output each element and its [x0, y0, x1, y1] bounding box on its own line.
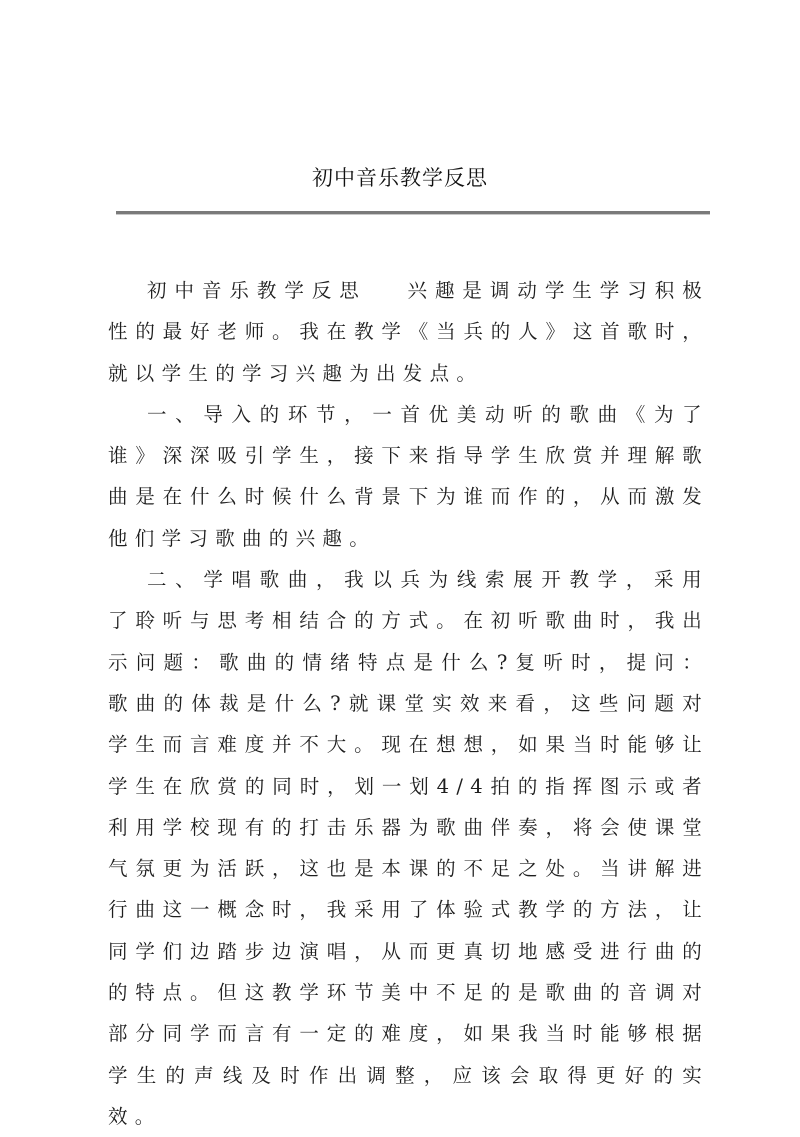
paragraph-intro: [108, 270, 709, 394]
document-title: 初中音乐教学反思: [312, 166, 488, 190]
intro-lead: 初中音乐教学反思: [147, 279, 367, 302]
document-body: [108, 270, 709, 1137]
intro-text: 兴趣是调动学生学习积极性的最好老师。我在教学《当兵的人》这首歌时，就以学生的学习兴趣为出发点。: [108, 279, 709, 385]
paragraph-section-1: 一、导入的环节，一首优美动听的歌曲《为了谁》深深吸引学生，接下来指导学生欣赏并理解歌曲是在什么时候什么背景下为谁而作的，从而激发他们学习歌曲的兴趣。: [108, 402, 709, 550]
paragraph-section-2: 二、学唱歌曲，我以兵为线索展开教学，采用了聆听与思考相结合的方式。在初听歌曲时，我出示问题：歌曲的情绪特点是什么?复听时，提问：歌曲的体裁是什么?就课堂实效来看，这些问题对学生而言难度并不大。现在想想，如果当时能够让学生在欣赏的同时，划一划4/4拍的指挥图示或者利用学校现有的打击乐器为歌曲伴奏，将会使课堂气氛更为活跃，这也是本课的不足之处。当讲解进行曲这一概念时，我采用了体验式教学的方法，让同学们边踏步边演唱，从而更真切地感受进行曲的的特点。但这教学环节美中不足的是歌曲的音调对部分同学而言有一定的难度，如果我当时能够根据学生的声线及时作出调整，应该会取得更好的实效。: [108, 568, 709, 1128]
title-divider: [116, 211, 710, 215]
